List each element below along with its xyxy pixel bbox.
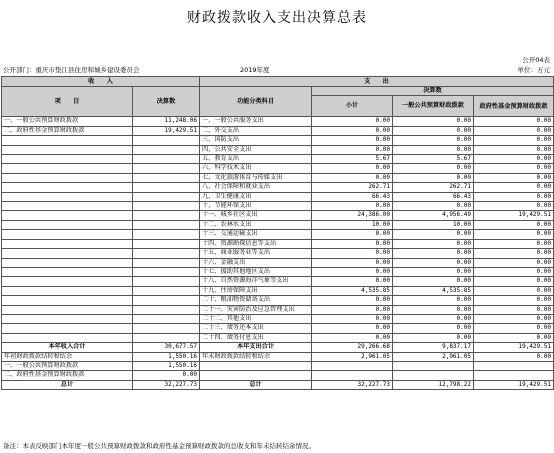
table-row (2, 277, 554, 286)
func-class-item: 四、公共安全支出 (200, 145, 312, 154)
carry-in-fund-row (2, 371, 554, 380)
expense-fund: 0.00 (474, 145, 554, 154)
grand-total-expense-label: 总计 (200, 380, 312, 389)
income-item (2, 277, 133, 286)
table-row (2, 286, 554, 295)
expense-general: 0.00 (393, 202, 474, 211)
general-budget-header: 一般公共预算财政拨款 (393, 96, 474, 117)
expense-fund: 0.00 (474, 277, 554, 286)
carry-in-fund-value: 0.00 (133, 371, 200, 380)
grand-total-fund: 19,429.51 (474, 380, 554, 389)
func-class-item: 一、一般公共服务支出 (200, 117, 312, 126)
func-class-item: 七、文化旅游体育与传媒支出 (200, 173, 312, 182)
expense-general: 0.00 (393, 333, 474, 342)
expense-fund: 0.00 (474, 126, 554, 135)
table-row (2, 183, 554, 192)
income-item (2, 202, 133, 211)
expense-subtotal: 4,535.85 (312, 286, 393, 295)
income-item (2, 220, 133, 229)
form-number: 公开04表 (522, 56, 550, 64)
table-row (2, 164, 554, 173)
table-row (2, 249, 554, 258)
table-row (2, 136, 554, 145)
expense-total-subtotal: 29,266.68 (312, 343, 393, 352)
expense-subtotal: 0.00 (312, 314, 393, 323)
func-class-item: 十四、资源勘探信息等支出 (200, 239, 312, 248)
expense-general: 5.67 (393, 155, 474, 164)
table-row (2, 220, 554, 229)
income-amount (133, 211, 200, 220)
expense-general: 0.00 (393, 324, 474, 333)
carry-out-subtotal: 2,961.05 (312, 352, 393, 361)
expense-general: 0.00 (393, 230, 474, 239)
department-name: 公开部门：重庆市垫江县住房和城乡建设委员会 (3, 66, 140, 74)
expense-subtotal: 0.00 (312, 258, 393, 267)
func-class-item: 十二、农林水支出 (200, 220, 312, 229)
income-amount (133, 324, 200, 333)
table-row (2, 126, 554, 135)
income-item (2, 314, 133, 323)
expense-subtotal: 10.00 (312, 220, 393, 229)
expense-fund: 0.00 (474, 286, 554, 295)
expense-subtotal: 0.00 (312, 126, 393, 135)
income-amount (133, 173, 200, 182)
table-row (2, 211, 554, 220)
income-amount (133, 145, 200, 154)
expense-fund: 0.00 (474, 267, 554, 276)
income-section-header: 收 入 (2, 77, 200, 87)
income-item: 一、一般公共预算财政拨款 (2, 117, 133, 126)
func-class-item: 二十一、灾害防治及应急管理支出 (200, 305, 312, 314)
func-class-header: 功能分类科目 (200, 87, 312, 117)
income-item (2, 333, 133, 342)
expense-section-header: 支 出 (200, 77, 554, 87)
func-class-item: 十六、金融支出 (200, 258, 312, 267)
expense-general: 0.00 (393, 249, 474, 258)
func-class-item: 二、外交支出 (200, 126, 312, 135)
income-item (2, 155, 133, 164)
expense-subtotal: 0.00 (312, 267, 393, 276)
expense-general: 4,956.49 (393, 211, 474, 220)
footnote: 备注：本表反映部门本年度一般公共预算财政拨款和政府性基金预算财政拨款的总收支和年末结转结余情况。 (3, 442, 315, 450)
grand-total-label: 总计 (2, 380, 133, 389)
expense-general: 0.00 (393, 314, 474, 323)
income-amount: 11,248.06 (133, 117, 200, 126)
income-amount (133, 192, 200, 201)
func-class-item: 十五、商业服务业等支出 (200, 249, 312, 258)
expense-fund: 0.00 (474, 192, 554, 201)
expense-subtotal: 0.00 (312, 324, 393, 333)
expense-general: 262.71 (393, 183, 474, 192)
carry-in-value: 1,550.16 (133, 352, 200, 361)
expense-subtotal: 0.00 (312, 136, 393, 145)
income-item (2, 183, 133, 192)
grand-total-row (2, 380, 554, 389)
table-row (2, 173, 554, 182)
income-item (2, 305, 133, 314)
expense-fund: 0.00 (474, 164, 554, 173)
final-amount-header: 决算数 (133, 87, 200, 117)
expense-fund: 0.00 (474, 296, 554, 305)
income-amount (133, 333, 200, 342)
expense-fund: 0.00 (474, 305, 554, 314)
income-amount (133, 202, 200, 211)
carry-out-fund: 0.00 (474, 352, 554, 361)
income-amount (133, 136, 200, 145)
expense-general: 0.00 (393, 296, 474, 305)
income-amount (133, 258, 200, 267)
income-total-label: 本年收入合计 (2, 343, 133, 352)
func-class-item: 十七、援助其他地区支出 (200, 267, 312, 276)
table-row (2, 258, 554, 267)
grand-total-general: 12,798.22 (393, 380, 474, 389)
income-item (2, 286, 133, 295)
table-row (2, 305, 554, 314)
income-amount (133, 277, 200, 286)
func-class-item: 二十四、债务付息支出 (200, 333, 312, 342)
table-row (2, 155, 554, 164)
expense-fund: 0.00 (474, 136, 554, 145)
expense-fund: 0.00 (474, 333, 554, 342)
income-amount (133, 305, 200, 314)
income-item (2, 192, 133, 201)
table-row (2, 202, 554, 211)
expense-general: 0.00 (393, 117, 474, 126)
func-class-item: 十三、交通运输支出 (200, 230, 312, 239)
expense-subtotal: 0.00 (312, 249, 393, 258)
expense-general: 0.00 (393, 173, 474, 182)
income-amount (133, 155, 200, 164)
expense-fund: 0.00 (474, 117, 554, 126)
expense-fund: 0.00 (474, 220, 554, 229)
expense-subtotal: 0.00 (312, 117, 393, 126)
income-amount (133, 183, 200, 192)
expense-total-fund: 19,429.51 (474, 343, 554, 352)
func-class-item: 十九、住房保障支出 (200, 286, 312, 295)
func-class-item: 九、卫生健康支出 (200, 192, 312, 201)
summary-body (2, 343, 554, 390)
income-item (2, 164, 133, 173)
income-amount (133, 249, 200, 258)
table-row (2, 117, 554, 126)
income-item (2, 296, 133, 305)
income-amount (133, 164, 200, 173)
expense-subtotal: 0.00 (312, 305, 393, 314)
final-amount-group-header: 决算数 (312, 87, 554, 96)
expense-fund: 0.00 (474, 239, 554, 248)
table-row (2, 314, 554, 323)
expense-subtotal: 0.00 (312, 239, 393, 248)
expense-subtotal: 0.00 (312, 333, 393, 342)
income-amount (133, 267, 200, 276)
carry-in-label: 年初财政拨款结转和结余 (2, 352, 133, 361)
income-item (2, 249, 133, 258)
income-item (2, 211, 133, 220)
income-amount (133, 239, 200, 248)
func-class-item: 二十二、其他支出 (200, 314, 312, 323)
expense-subtotal: 0.00 (312, 277, 393, 286)
carry-out-label: 年末财政拨款结转和结余 (200, 352, 312, 361)
income-amount (133, 286, 200, 295)
expense-fund: 0.00 (474, 155, 554, 164)
income-amount (133, 230, 200, 239)
func-class-item: 八、社会保障和就业支出 (200, 183, 312, 192)
table-row (2, 267, 554, 276)
func-class-item: 六、科学技术支出 (200, 164, 312, 173)
expense-total-label: 本年支出合计 (200, 343, 312, 352)
func-class-item: 二十三、债务还本支出 (200, 324, 312, 333)
carry-in-fund-label: 二、政府性基金预算财政拨款 (2, 371, 133, 380)
func-class-item: 三、国防支出 (200, 136, 312, 145)
expense-subtotal: 5.67 (312, 155, 393, 164)
income-item (2, 324, 133, 333)
income-amount: 19,429.51 (133, 126, 200, 135)
income-item (2, 258, 133, 267)
income-item: 二、政府性基金预算财政拨款 (2, 126, 133, 135)
func-class-item: 十八、自然资源海洋气象等支出 (200, 277, 312, 286)
expense-subtotal: 66.43 (312, 192, 393, 201)
expense-subtotal: 0.00 (312, 164, 393, 173)
expense-general: 0.00 (393, 164, 474, 173)
func-class-item: 十、节能环保支出 (200, 202, 312, 211)
table-row (2, 192, 554, 201)
unit-label: 单位：万元 (517, 66, 550, 74)
income-item (2, 230, 133, 239)
table-body (2, 117, 554, 343)
expense-fund: 0.00 (474, 173, 554, 182)
table-row (2, 333, 554, 342)
table-row (2, 239, 554, 248)
table-row (2, 324, 554, 333)
income-amount (133, 314, 200, 323)
expense-general: 0.00 (393, 277, 474, 286)
income-item (2, 136, 133, 145)
expense-general: 10.00 (393, 220, 474, 229)
expense-subtotal: 0.00 (312, 173, 393, 182)
expense-subtotal: 24,386.00 (312, 211, 393, 220)
table-row (2, 145, 554, 154)
grand-total-subtotal: 32,227.73 (312, 380, 393, 389)
income-total-value: 30,677.57 (133, 343, 200, 352)
expense-subtotal: 262.71 (312, 183, 393, 192)
expense-fund: 19,429.51 (474, 211, 554, 220)
income-item (2, 173, 133, 182)
expense-fund: 0.00 (474, 314, 554, 323)
expense-fund: 0.00 (474, 249, 554, 258)
expense-fund: 0.00 (474, 202, 554, 211)
gov-fund-header: 政府性基金预算财政拨款 (474, 96, 554, 117)
section-header-row (2, 77, 554, 87)
budget-table (1, 76, 554, 390)
carry-in-general-value: 1,550.16 (133, 361, 200, 370)
func-class-item: 五、教育支出 (200, 155, 312, 164)
income-amount (133, 220, 200, 229)
expense-general: 0.00 (393, 239, 474, 248)
table-row (2, 230, 554, 239)
fiscal-year: 2019年度 (240, 66, 270, 74)
income-item (2, 267, 133, 276)
expense-general: 0.00 (393, 126, 474, 135)
expense-general: 0.00 (393, 136, 474, 145)
func-class-item: 十一、城乡社区支出 (200, 211, 312, 220)
income-item (2, 239, 133, 248)
expense-fund: 0.00 (474, 258, 554, 267)
expense-total-general: 9,837.17 (393, 343, 474, 352)
carry-out-general: 2,961.05 (393, 352, 474, 361)
carry-row (2, 352, 554, 361)
expense-subtotal: 0.00 (312, 296, 393, 305)
carry-in-general-label: 一、一般公共预算财政拨款 (2, 361, 133, 370)
income-amount (133, 296, 200, 305)
expense-general: 0.00 (393, 145, 474, 154)
expense-general: 0.00 (393, 258, 474, 267)
total-row (2, 343, 554, 352)
table-row (2, 296, 554, 305)
expense-general: 66.43 (393, 192, 474, 201)
expense-general: 0.00 (393, 267, 474, 276)
expense-fund: 0.00 (474, 230, 554, 239)
expense-subtotal: 0.00 (312, 202, 393, 211)
subtotal-header: 小计 (312, 96, 393, 117)
item-header: 项 目 (2, 87, 133, 117)
income-item (2, 145, 133, 154)
carry-in-general-row (2, 361, 554, 370)
expense-general: 0.00 (393, 305, 474, 314)
expense-subtotal: 0.00 (312, 230, 393, 239)
grand-total-income: 32,227.73 (133, 380, 200, 389)
column-header-row-1 (2, 87, 554, 96)
expense-general: 4,535.85 (393, 286, 474, 295)
func-class-item: 二十、粮油物资储备支出 (200, 296, 312, 305)
report-title: 财政拨款收入支出决算总表 (187, 10, 367, 26)
expense-subtotal: 0.00 (312, 145, 393, 154)
expense-fund: 0.00 (474, 183, 554, 192)
expense-fund: 0.00 (474, 324, 554, 333)
